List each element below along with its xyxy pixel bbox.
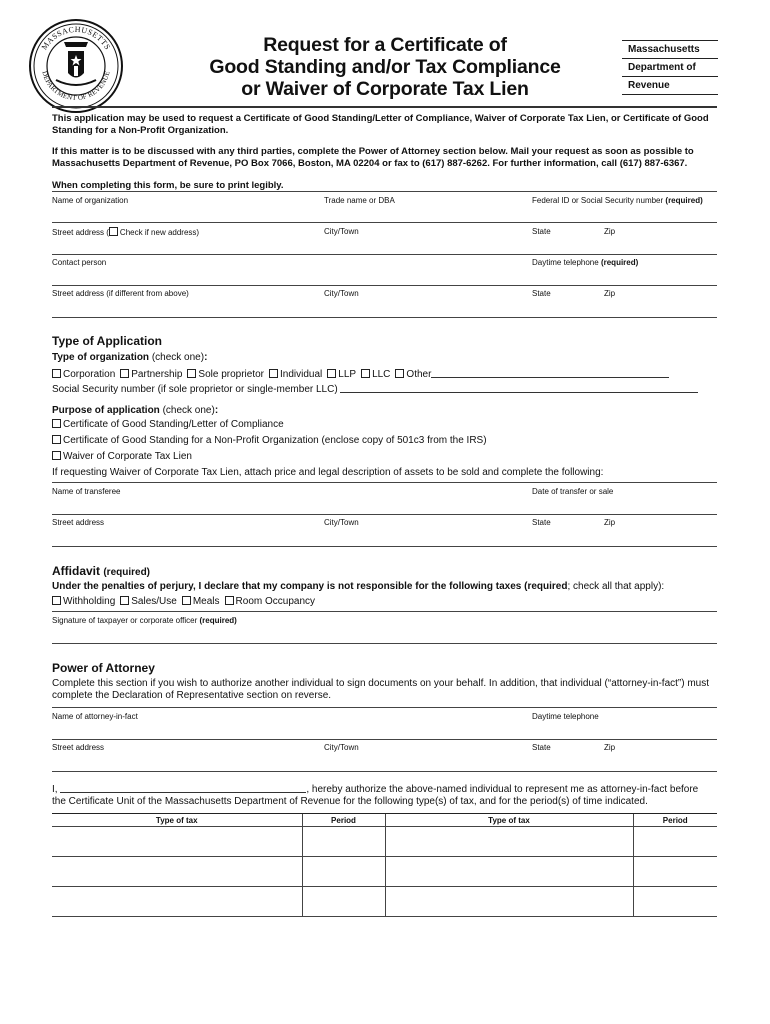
divider [52,739,717,740]
org-name-field[interactable]: Name of organization [52,196,129,205]
fein-field[interactable]: Federal ID or Social Security number (required) [532,196,703,205]
signature-field[interactable]: Signature of taxpayer or corporate officer (required) [52,616,237,625]
title-line-2: Good Standing and/or Tax Compliance [209,56,561,78]
tax-type-cell[interactable] [52,887,302,917]
dept-line-1: Massachusetts [622,40,718,58]
table-row [52,857,717,887]
intro-print-note: When completing this form, be sure to print legibly. [52,180,284,191]
checkbox[interactable] [187,369,196,378]
table-row [52,887,717,917]
tax-type-cell[interactable] [385,887,633,917]
tax-type-cell[interactable] [385,827,633,857]
state-field[interactable]: State [532,227,551,236]
attorney-state-field[interactable]: State [532,743,551,752]
zip-field[interactable]: Zip [604,227,616,236]
city-field[interactable]: City/Town [324,227,359,236]
waiver-note: If requesting Waiver of Corporate Tax Lien, attach price and legal description of assets to be sold and complete the following: [52,467,604,478]
divider [52,643,717,644]
checkbox[interactable] [327,369,336,378]
tax-room-occupancy[interactable]: Room Occupancy [225,596,315,608]
form-title [150,34,620,100]
option-llp[interactable]: LLP [327,369,356,381]
divider [52,514,717,515]
attorney-street-field[interactable]: Street address [52,743,105,752]
poa-description: Complete this section if you wish to authorize another individual to sign documents on your behalf. In addition, that individual (“attorney-in-fact”) must complete the Declaration of Representative section on reverse. [52,678,710,701]
transferee-city-field[interactable]: City/Town [324,518,359,527]
tax-type-cell[interactable] [52,857,302,887]
checkbox[interactable] [269,369,278,378]
tax-sales-use[interactable]: Sales/Use [120,596,177,608]
period-cell[interactable] [302,887,385,917]
period-cell[interactable] [633,827,717,857]
alt-zip-field[interactable]: Zip [604,289,616,298]
svg-text:DEPARTMENT OF REVENUE: DEPARTMENT OF REVENUE [40,70,112,103]
attorney-phone-field[interactable]: Daytime telephone [532,712,599,721]
attorney-city-field[interactable]: City/Town [324,743,359,752]
transferee-zip-field[interactable]: Zip [604,518,616,527]
org-type-label: Type of organization (check one): [52,352,208,363]
dept-line-3: Revenue [622,76,718,95]
affidavit-statement: Under the penalties of perjury, I declare that my company is not responsible for the following taxes (required; check all that apply): [52,581,665,592]
trade-name-field[interactable]: Trade name or DBA [324,196,395,205]
checkbox[interactable] [120,369,129,378]
checkbox[interactable] [52,419,61,428]
checkbox[interactable] [120,596,129,605]
alt-state-field[interactable]: State [532,289,551,298]
checkbox[interactable] [52,369,61,378]
purpose-waiver[interactable]: Waiver of Corporate Tax Lien [52,451,192,463]
transfer-date-field[interactable]: Date of transfer or sale [532,487,614,496]
alt-street-address-field[interactable]: Street address (if different from above) [52,289,189,298]
option-llc[interactable]: LLC [361,369,390,381]
option-individual[interactable]: Individual [269,369,322,381]
checkbox[interactable] [52,451,61,460]
period-cell[interactable] [302,827,385,857]
street-address-field[interactable]: Street address ( Check if new address) [52,228,200,237]
svg-text:MASSACHUSETTS: MASSACHUSETTS [39,24,113,52]
tax-type-cell[interactable] [52,827,302,857]
intro-paragraph-2: If this matter is to be discussed with any third parties, complete the Power of Attorney section below. Mail your request as soon as possible to Massachusetts Department of Revenue, PO Box 7066, Boston, MA 02204 or fax to (617) 887-6262. For further information, call (617) 887-6367. [52,146,694,169]
tax-meals[interactable]: Meals [182,596,220,608]
title-line-3: or Waiver of Corporate Tax Lien [241,78,529,100]
divider [52,482,717,483]
checkbox[interactable] [182,596,191,605]
header-type-of-tax: Type of tax [52,814,302,827]
checkbox[interactable] [52,435,61,444]
divider [52,222,717,223]
option-sole-proprietor[interactable]: Sole proprietor [187,369,264,381]
tax-withholding[interactable]: Withholding [52,596,115,608]
transferee-state-field[interactable]: State [532,518,551,527]
alt-city-field[interactable]: City/Town [324,289,359,298]
option-other[interactable]: Other [395,369,431,381]
period-cell[interactable] [633,857,717,887]
divider [52,707,717,708]
transferee-street-field[interactable]: Street address [52,518,105,527]
divider [52,317,717,318]
divider [52,191,717,192]
option-partnership[interactable]: Partnership [120,369,182,381]
contact-person-field[interactable]: Contact person [52,258,107,267]
transferee-name-field[interactable]: Name of transferee [52,487,121,496]
type-of-application-heading: Type of Application [52,334,162,348]
org-type-options [52,367,718,381]
divider [52,254,717,255]
attorney-name-field[interactable]: Name of attorney-in-fact [52,712,138,721]
authorizer-name-input[interactable] [60,782,306,793]
checkbox[interactable] [361,369,370,378]
divider [52,546,717,547]
purpose-non-profit[interactable]: Certificate of Good Standing for a Non-Profit Organization (enclose copy of 501c3 from the IRS) [52,435,487,447]
divider [52,771,717,772]
daytime-phone-field[interactable]: Daytime telephone (required) [532,258,639,267]
option-corporation[interactable]: Corporation [52,369,115,381]
purpose-good-standing[interactable]: Certificate of Good Standing/Letter of Compliance [52,419,284,431]
divider [52,611,717,612]
divider [52,285,717,286]
authorization-line-1: I, , hereby authorize the above-named individual to represent me as attorney-in-fact before [52,784,699,795]
title-line-1: Request for a Certificate of [263,34,507,56]
dor-seal-logo [28,18,124,114]
ssn-field[interactable]: Social Security number (if sole proprietor or single-member LLC) [52,382,698,396]
purpose-label: Purpose of application (check one): [52,405,219,416]
table-row [52,827,717,857]
header-period: Period [633,814,717,827]
tax-type-cell[interactable] [385,857,633,887]
department-block [622,40,718,95]
authorization-line-2: the Certificate Unit of the Massachusetts Department of Revenue for the following type(s) of tax, and for the period(s) of time indicated. [52,796,648,807]
tax-period-table [52,813,717,917]
period-cell[interactable] [302,857,385,887]
ssn-input-line[interactable] [340,382,698,393]
other-specify-line[interactable] [431,367,669,378]
new-address-checkbox[interactable] [109,227,118,236]
period-cell[interactable] [633,887,717,917]
power-of-attorney-heading: Power of Attorney [52,661,155,675]
affidavit-heading: Affidavit (required) [52,564,151,578]
attorney-zip-field[interactable]: Zip [604,743,616,752]
intro-paragraph-1: This application may be used to request a Certificate of Good Standing/Letter of Compliance, Waiver of Corporate Tax Lien, or Certificate of Good Standing for a Non-Profit Organization. [52,113,709,136]
affidavit-tax-options [52,596,320,608]
dept-line-2: Department of [622,58,718,76]
header-type-of-tax: Type of tax [385,814,633,827]
header-divider [52,106,717,108]
checkbox[interactable] [52,596,61,605]
table-header-row [52,814,717,827]
checkbox[interactable] [395,369,404,378]
header-period: Period [302,814,385,827]
checkbox[interactable] [225,596,234,605]
